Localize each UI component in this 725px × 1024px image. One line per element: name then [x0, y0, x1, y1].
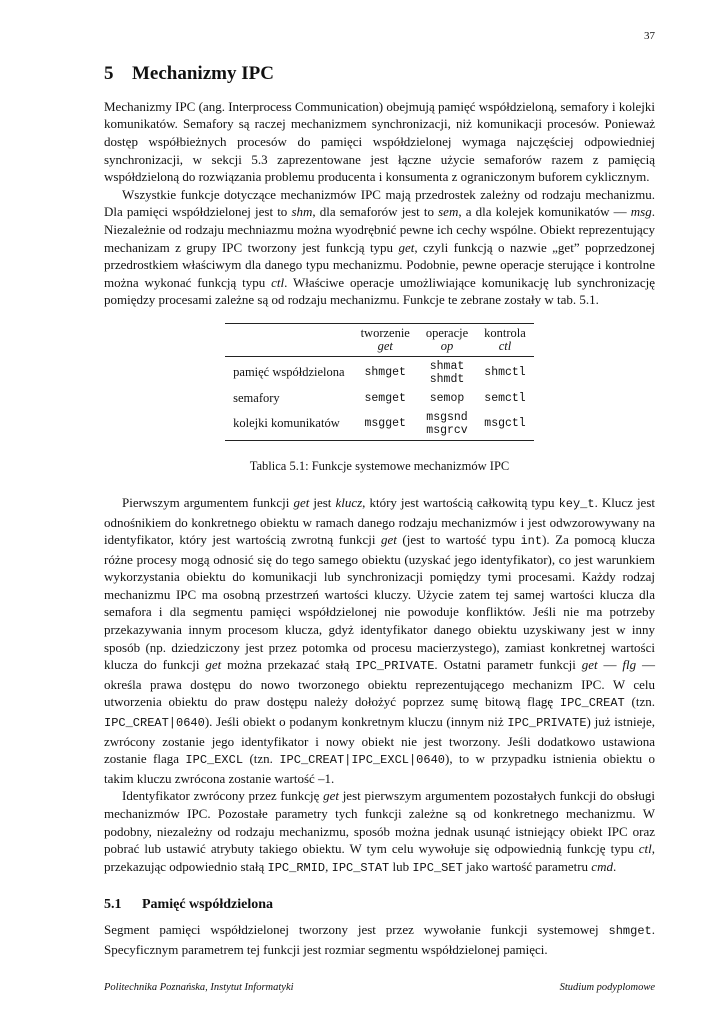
- italic-term: sem: [438, 204, 459, 220]
- subsection-heading: [104, 897, 655, 913]
- text-run: , czyli funkcją o nazwie „get” poprzedzonej przedrostkiem właściwym dla danego typu mechanizmu. Podobnie, pewne operacje sterujące i kontrolne można wykonać funkcją typu: [104, 239, 656, 290]
- function-name: semop: [429, 391, 465, 405]
- section-number: 5: [104, 63, 114, 84]
- text-run: , który jest wartością całkowitą typu: [362, 494, 559, 510]
- function-name: msgsnd: [426, 410, 468, 424]
- text-run: . Specyficznym parametrem tej funkcji jest rozmiar segmentu współdzielonej pamięci.: [104, 922, 655, 957]
- text-run: jako wartość parametru: [462, 858, 592, 874]
- text-run: Pierwszym argumentem funkcji: [122, 494, 294, 510]
- cell-ctl: [476, 389, 534, 408]
- italic-term: msg: [630, 204, 652, 220]
- function-name: shmctl: [484, 366, 526, 380]
- text-run: ,: [325, 858, 332, 874]
- text-run: (tzn.: [624, 694, 655, 710]
- italic-term: get: [293, 494, 310, 510]
- page-content: [104, 63, 655, 959]
- subsection-number: 5.1: [104, 897, 122, 913]
- text-run: ) już istnieje, zwrócony zostanie jego identyfikator i nowy obiekt nie jest tworzony. Jeśli dodatkowo ustawiona zostanie flaga: [104, 714, 655, 767]
- code-term: IPC_SET: [412, 860, 463, 875]
- function-name: semget: [364, 391, 406, 405]
- cell-ctl: [476, 408, 534, 441]
- italic-term: shm: [291, 204, 313, 220]
- text-run: lub: [389, 858, 413, 874]
- text-run: ), to w przypadku istnienia obiektu o takim kluczu zwrócona zostanie wartość –1.: [104, 751, 655, 786]
- code-term: IPC_EXCL: [185, 753, 244, 768]
- cell-ops: [418, 408, 476, 441]
- cell-ctl: [476, 356, 534, 389]
- ipc-functions-table: [225, 323, 534, 441]
- table-row: [225, 356, 534, 389]
- header-label: tworzenie: [360, 325, 410, 340]
- cell-ops: [418, 389, 476, 408]
- code-term: IPC_CREAT: [559, 696, 625, 711]
- header-label: kontrola: [484, 325, 526, 340]
- text-run: Wszystkie funkcje dotyczące mechanizmów IPC mają przedrostek zależny od rodzaju mechanizmu. Dla pamięci współdzielonej jest to: [104, 186, 655, 220]
- italic-term: klucz: [335, 494, 363, 510]
- italic-term: cmd: [591, 858, 613, 874]
- function-name: shmget: [364, 366, 406, 380]
- code-term: IPC_RMID: [267, 860, 326, 875]
- italic-term: ctl: [271, 274, 285, 290]
- table-header-row: [225, 323, 534, 356]
- function-name: semctl: [484, 391, 526, 405]
- header-label: operacje: [425, 325, 469, 340]
- italic-term: get: [323, 788, 339, 804]
- table-caption: Tablica 5.1: Funkcje systemowe mechanizmów IPC: [249, 458, 510, 473]
- text-run: (jest to wartość typu: [396, 532, 521, 548]
- italic-term: get: [398, 239, 415, 255]
- code-term: IPC_PRIVATE: [507, 716, 587, 731]
- function-name: msgctl: [484, 417, 526, 431]
- row-label: kolejki komunikatów: [233, 416, 340, 431]
- text-run: . Niezależnie od rodzaju mechniazmu można wyodrębnić pewne ich cechy wspólne. Obiekt reprezentujący mechanizam z grupy IPC tworzony jest funkcją typu: [104, 204, 655, 255]
- subsection-title: Pamięć współdzielona: [142, 897, 274, 913]
- cell-create: [353, 389, 418, 408]
- code-term: int: [520, 534, 543, 549]
- function-name: shmdt: [429, 372, 465, 386]
- section-heading: [104, 63, 655, 86]
- text-run: jest pierwszym argumentem pozostałych funkcji do obsługi mechanizmów IPC. Pozostałe parametry tych funkcji zależne są od konkretnego mechanizmu. W podobny, niezależny od rodzaju mechanizmu, sposób można jednak usunąć istniejący obiekt IPC oraz pobrać lub ustawić atrybuty takiego obiektu. W tym celu wywołuje się odpowiednią funkcję typu: [104, 788, 655, 857]
- text-run: . Właściwe operacje umożliwiające komunikację lub synchronizację pomiędzy procesami zależne są od rodzaju mechanizmu. Funkcje te zebrane zostały w tab. 5.1.: [104, 274, 655, 308]
- code-term: shmget: [608, 924, 652, 939]
- text-run: , dla semaforów jest to: [312, 204, 439, 220]
- row-label: pamięć współdzielona: [233, 365, 345, 380]
- italic-term: ctl: [638, 841, 652, 857]
- text-run: jest: [309, 494, 336, 510]
- code-term: IPC_CREAT|IPC_EXCL|0640: [279, 753, 445, 768]
- ipc-functions-table-block: [104, 323, 655, 474]
- page-number: 37: [644, 30, 655, 42]
- section-title: Mechanizmy IPC: [132, 63, 274, 84]
- text-run: ). Jeśli obiekt o podanym konkretnym kluczu (innym niż: [204, 714, 508, 730]
- header-sub: op: [440, 338, 454, 353]
- text-run: .: [612, 858, 617, 874]
- code-term: key_t: [558, 496, 595, 511]
- text-run: — określa prawa dostępu do nowo tworzonego obiektu reprezentującego mechanizm IPC. W celu utworzenia obiektu do praw dostępu należy dołożyć poprzez sumę bitową flagę: [104, 657, 655, 710]
- italic-term: flg: [622, 657, 637, 673]
- italic-term: get: [380, 532, 397, 548]
- text-run: , przekazując odpowiednio stałą: [104, 841, 655, 874]
- function-name: msgget: [364, 417, 406, 431]
- table-header-cell: [418, 323, 476, 356]
- prefix-paragraph: [104, 186, 655, 309]
- table-header-cell: [353, 323, 418, 356]
- code-term: IPC_PRIVATE: [355, 659, 435, 674]
- header-sub: get: [377, 338, 393, 353]
- function-name: msgrcv: [426, 423, 468, 437]
- intro-paragraph: Mechanizmy IPC (ang. Interprocess Communication) obejmują pamięć współdzieloną, semafory i kolejki komunikatów. Semafory są raczej mechanizmem synchronizacji, niż komunikacji procesów. Ponieważ dostęp współbieżnych procesów do pamięci współdzielonej wymaga najczęściej odpowiedniej synchronizacji, w sekcji 5.3 zaprezentowane jest łączne użycie semaforów razem z pamięcią współdzieloną do rozwiązania problemu producenta i konsumenta z ograniczonym buforem cyklicznym.: [104, 98, 655, 185]
- page-footer: [104, 982, 655, 993]
- italic-term: get: [205, 657, 222, 673]
- table-header-cell: [476, 323, 534, 356]
- key-paragraph: [104, 494, 655, 788]
- row-label: semafory: [233, 390, 280, 405]
- shared-memory-paragraph: [104, 921, 655, 958]
- identifier-paragraph: [104, 787, 655, 877]
- text-run: Segment pamięci współdzielonej tworzony jest przez wywołanie funkcji systemowej: [104, 922, 609, 938]
- text-run: . Klucz jest odnośnikiem do konkretnego obiektu w ramach danego rodzaju mechanizmów i jest odwzorowywany na identyfikator, który jest wartością zwrotną funkcji: [104, 494, 656, 548]
- italic-term: get: [581, 657, 598, 673]
- footer-left: Politechnika Poznańska, Instytut Informatyki: [104, 982, 294, 993]
- text-run: (tzn.: [243, 751, 280, 767]
- header-sub: ctl: [498, 338, 512, 353]
- text-run: —: [597, 657, 623, 673]
- cell-create: [353, 356, 418, 389]
- text-run: ). Za pomocą klucza różne procesy mogą odnosić się do tego samego obiektu (uzyskać jego identyfikator), co jest warunkiem wykorzystania obiektu do komunikacji lub synchronizacji pomiędzy tymi procesami. Każdy rodzaj mechanizmu IPC ma osobną przestrzeń wartości kluczy. Użycie zatem tej samej wartości klucza dla semafora i dla segmentu pamięci współdzielonej nie powoduje konfliktów. Jeśli nie ma potrzeby przekazywania innym procesom klucza, gdyż identyfikator danego obiektu uzyskiwany jest w inny sposób (np. dziedziczony jest przez potomka od procesu macierzystego), zamiast konkretnej wartości klucza do funkcji: [104, 532, 655, 673]
- text-run: , a dla kolejek komunikatów —: [458, 204, 631, 220]
- code-term: IPC_CREAT|0640: [104, 716, 205, 731]
- cell-create: [353, 408, 418, 441]
- table-row: [225, 408, 534, 441]
- cell-ops: [418, 356, 476, 389]
- table-header-blank: [225, 323, 352, 356]
- text-run: . Ostatni parametr funkcji: [434, 657, 582, 673]
- text-run: można przekazać stałą: [221, 657, 356, 673]
- code-term: IPC_STAT: [331, 860, 390, 875]
- function-name: shmat: [429, 359, 465, 373]
- text-run: Identyfikator zwrócony przez funkcję: [122, 788, 324, 804]
- footer-right: Studium podyplomowe: [559, 982, 655, 993]
- table-row: [225, 389, 534, 408]
